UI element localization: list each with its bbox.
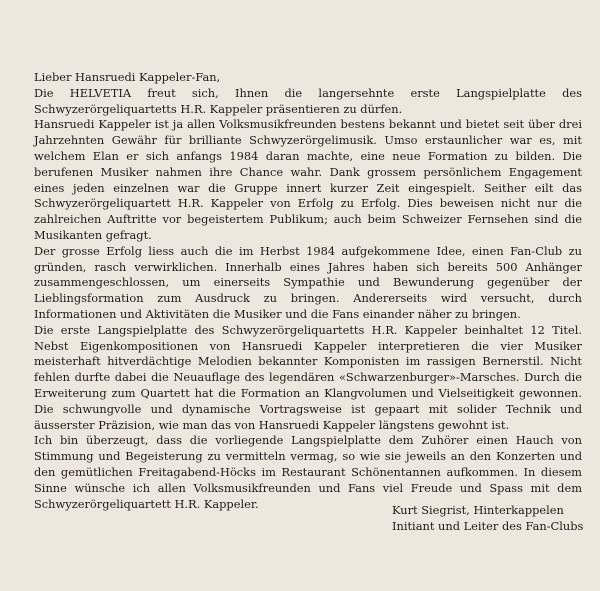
letter-paragraph-intro: Die HELVETIA freut sich, Ihnen die langersehnte erste Langspielplatte des Schwyzerörgeliquartetts H.R. Kappeler präsentieren zu dürfen. (34, 85, 582, 116)
letter-paragraph-fan-club: Der grosse Erfolg liess auch die im Herbst 1984 aufgekommene Idee, einen Fan-Club zu gründen, rasch verwirklichen. Innerhalb eines Jahres haben sich bereits 500 Anhänger zusammengeschlossen, um einerseits Sympathie und Bewunderung gegenüber der Lieblingsformation zum Ausdruck zu bringen. Andererseits wird versucht, durch Informationen und Aktivitäten die Musiker und die Fans einander näher zu bringen. (34, 243, 582, 321)
letter-paragraph-album: Die erste Langspielplatte des Schwyzerörgeliquartetts H.R. Kappeler beinhaltet 12 Titel. Nebst Eigenkompositionen von Hansruedi Kappeler interpretieren die vier Musiker meisterhaft hitverdächtige Melodien bekannter Komponisten im rassigen Bernerstil. Nicht fehlen durfte dabei die Neuauflage des legendären «Schwarzenburger»-Marsches. Durch die Erweiterung zum Quartett hat die Formation an Klangvolumen und Vielseitigkeit gewonnen. Die schwungvolle und dynamische Vortragsweise ist gepaart mit solider Technik und äusserster Präzision, wie man das von Hansruedi Kappeler längstens gewohnt ist. (34, 322, 582, 432)
signature-role: Initiant und Leiter des Fan-Clubs (392, 518, 584, 533)
letter-body (34, 70, 582, 512)
signature-name: Kurt Siegrist, Hinterkappelen (392, 503, 564, 517)
letter-paragraph-closing: Ich bin überzeugt, dass die vorliegende Langspielplatte dem Zuhörer einen Hauch von Stimmung und Begeisterung zu vermitteln vermag, so wie sie jeweils an den Konzerten und den gemütlichen Freitagabend-Höcks im Restaurant Schönentannen aufkommen. In diesem Sinne wünsche ich allen Volksmusikfreunden und Fans viel Freude und Spass mit dem Schwyzerörgeliquartett H.R. Kappeler. (34, 433, 582, 511)
signature-block (392, 503, 583, 535)
letter-paragraph-history: Hansruedi Kappeler ist ja allen Volksmusikfreunden bestens bekannt und bietet seit über drei Jahrzehnten Gewähr für brilliante Schwyzerörgelimusik. Umso erstaunlicher war es, mit welchem Elan er sich anfangs 1984 daran machte, eine neue Formation zu bilden. Die berufenen Musiker nahmen ihre Chance wahr. Dank grossem persönlichem Engagement eines jeden einzelnen war die Gruppe innert kurzer Zeit eingespielt. Seither eilt das Schwyzerörgeliquartett H.R. Kappeler von Erfolg zu Erfolg. Dies beweisen nicht nur die zahlreichen Auftritte vor begeistertem Publikum; auch beim Schweizer Fernsehen sind die Musikanten gefragt. (34, 117, 582, 242)
letter-greeting: Lieber Hansruedi Kappeler-Fan, (34, 70, 221, 84)
